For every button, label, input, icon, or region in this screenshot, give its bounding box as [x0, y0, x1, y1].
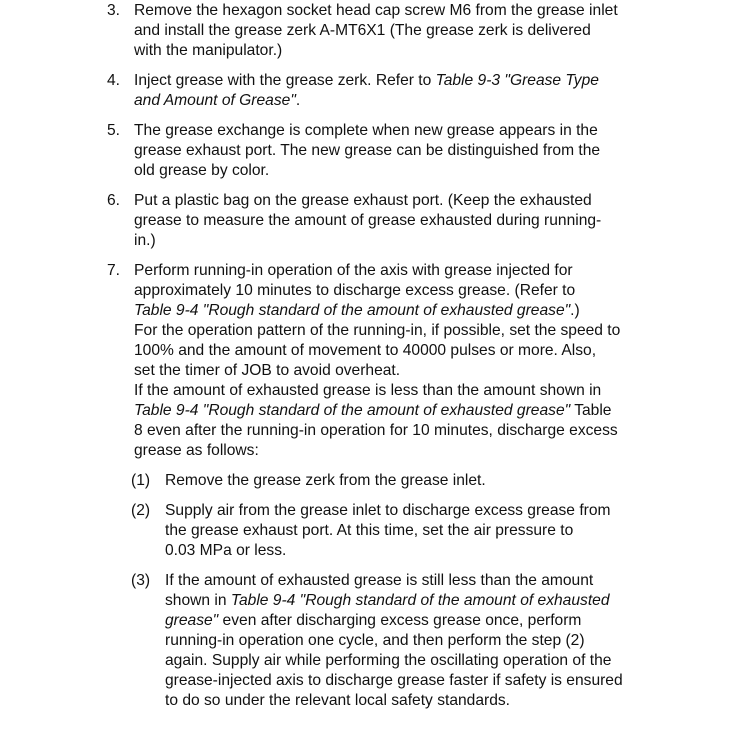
- step-number: 4.: [107, 72, 121, 89]
- table-reference-text: Table 9-4 "Rough standard of the amount of exhausted grease": [134, 402, 571, 419]
- step-item: [0, 1, 733, 61]
- step-item: [0, 71, 733, 111]
- text-line: [165, 571, 705, 591]
- text-line: [134, 281, 694, 301]
- text-line: [134, 211, 694, 231]
- step-text: [134, 191, 694, 251]
- text-segment: grease-injected axis to discharge grease faster if safety is ensured: [165, 672, 623, 689]
- text-segment: again. Supply air while performing the oscillating operation of the: [165, 652, 612, 669]
- text-line: [165, 591, 705, 611]
- step-text: [134, 1, 694, 61]
- text-line: [165, 691, 705, 711]
- text-line: [134, 231, 694, 251]
- substep-text: [165, 501, 705, 561]
- text-segment: running-in operation one cycle, and then perform the step (2): [165, 632, 585, 649]
- text-line: [134, 191, 694, 211]
- text-segment: to do so under the relevant local safety standards.: [165, 692, 511, 709]
- text-line: [134, 421, 694, 441]
- step-item: [0, 191, 733, 251]
- step-item: [0, 121, 733, 181]
- text-segment: Supply air from the grease inlet to discharge excess grease from: [165, 502, 611, 519]
- text-segment: approximately 10 minutes to discharge excess grease. (Refer to: [134, 282, 576, 299]
- text-line: [165, 471, 705, 491]
- text-line: [134, 121, 694, 141]
- text-segment: Put a plastic bag on the grease exhaust port. (Keep the exhausted: [134, 192, 592, 209]
- table-reference-text: grease": [165, 612, 219, 629]
- text-segment: grease as follows:: [134, 442, 259, 459]
- text-line: [165, 501, 705, 521]
- step-text: [134, 71, 694, 111]
- table-reference-text: Table 9-4 "Rough standard of the amount of exhausted grease": [134, 302, 571, 319]
- text-segment: If the amount of exhausted grease is still less than the amount: [165, 572, 594, 589]
- step-item: [0, 261, 733, 461]
- table-reference-text: Table 9-4 "Rough standard of the amount of exhausted: [230, 592, 610, 609]
- text-segment: Remove the grease zerk from the grease inlet.: [165, 472, 486, 489]
- text-line: [134, 441, 694, 461]
- text-line: [134, 141, 694, 161]
- substep-item: [0, 501, 733, 561]
- text-segment: set the timer of JOB to avoid overheat.: [134, 362, 401, 379]
- text-segment: grease exhaust port. The new grease can be distinguished from the: [134, 142, 601, 159]
- substep-number: (3): [131, 572, 151, 589]
- substep-number: (2): [131, 502, 151, 519]
- text-line: [134, 91, 694, 111]
- text-line: [134, 21, 694, 41]
- text-segment: Inject grease with the grease zerk. Refer to: [134, 72, 436, 89]
- procedure-document: [0, 1, 733, 721]
- text-line: [134, 381, 694, 401]
- text-segment: the grease exhaust port. At this time, set the air pressure to: [165, 522, 574, 539]
- text-line: [165, 611, 705, 631]
- substep-number: (1): [131, 472, 151, 489]
- text-line: [134, 301, 694, 321]
- text-segment: For the operation pattern of the running-in, if possible, set the speed to: [134, 322, 621, 339]
- text-line: [134, 321, 694, 341]
- text-line: [165, 631, 705, 651]
- text-segment: 0.03 MPa or less.: [165, 542, 287, 559]
- text-segment: Perform running-in operation of the axis with grease injected for: [134, 262, 573, 279]
- text-line: [134, 161, 694, 181]
- text-segment: Remove the hexagon socket head cap screw M6 from the grease inlet: [134, 2, 618, 19]
- text-segment: even after discharging excess grease once, perform: [218, 612, 582, 629]
- step-number: 6.: [107, 192, 121, 209]
- substep-item: [0, 471, 733, 491]
- text-line: [165, 521, 705, 541]
- text-segment: grease to measure the amount of grease exhausted during running-: [134, 212, 602, 229]
- text-line: [134, 341, 694, 361]
- text-segment: old grease by color.: [134, 162, 270, 179]
- text-segment: in.): [134, 232, 156, 249]
- text-line: [134, 261, 694, 281]
- step-text: [134, 121, 694, 181]
- text-segment: 100% and the amount of movement to 40000 pulses or more. Also,: [134, 342, 597, 359]
- substep-text: [165, 471, 705, 491]
- text-segment: Table: [570, 402, 612, 419]
- text-line: [165, 541, 705, 561]
- text-segment: .: [295, 92, 301, 109]
- text-segment: The grease exchange is complete when new grease appears in the: [134, 122, 598, 139]
- text-segment: 8 even after the running-in operation for 10 minutes, discharge excess: [134, 422, 618, 439]
- text-segment: with the manipulator.): [134, 42, 283, 59]
- step-text: [134, 261, 694, 461]
- text-line: [134, 1, 694, 21]
- table-reference-text: and Amount of Grease": [134, 92, 296, 109]
- text-segment: and install the grease zerk A-MT6X1 (The grease zerk is delivered: [134, 22, 591, 39]
- text-segment: If the amount of exhausted grease is less than the amount shown in: [134, 382, 602, 399]
- substep-item: [0, 571, 733, 711]
- text-segment: shown in: [165, 592, 231, 609]
- text-line: [165, 671, 705, 691]
- text-line: [165, 651, 705, 671]
- text-line: [134, 401, 694, 421]
- step-number: 7.: [107, 262, 121, 279]
- text-line: [134, 71, 694, 91]
- text-line: [134, 41, 694, 61]
- text-line: [134, 361, 694, 381]
- table-reference-text: Table 9-3 "Grease Type: [435, 72, 599, 89]
- step-number: 3.: [107, 2, 121, 19]
- substep-text: [165, 571, 705, 711]
- text-segment: .): [570, 302, 580, 319]
- step-number: 5.: [107, 122, 121, 139]
